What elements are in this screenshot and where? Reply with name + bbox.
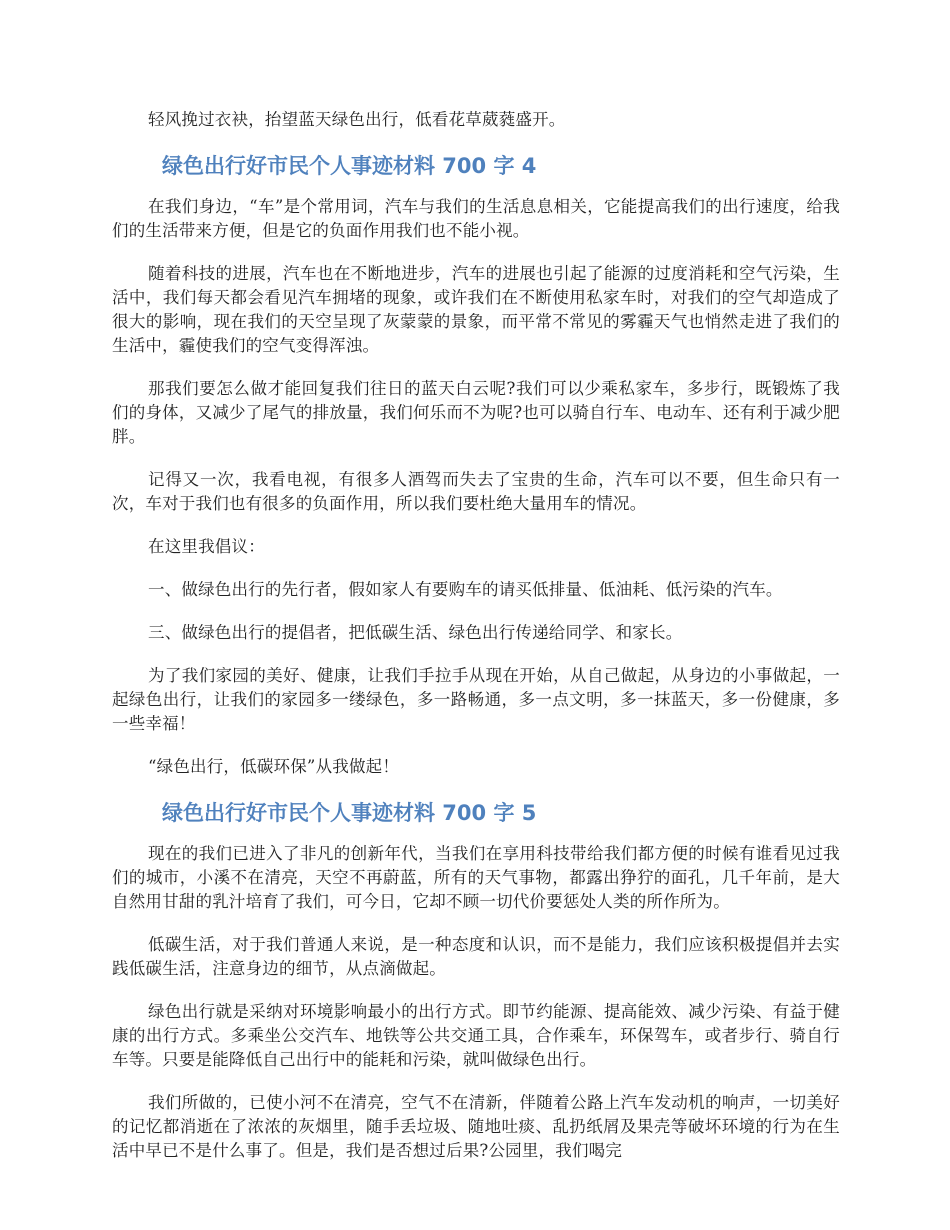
document-body <box>112 108 840 1182</box>
section-4-paragraph: 记得又一次，我看电视，有很多人酒驾而失去了宝贵的生命，汽车可以不要，但生命只有一次，车对于我们也有很多的负面作用，所以我们要杜绝大量用车的情况。 <box>112 470 840 513</box>
section-5-paragraph: 现在的我们已进入了非凡的创新年代，当我们在享用科技带给我们都方便的时候有谁看见过我们的城市，小溪不在清亮，天空不再蔚蓝，所有的天气事物，都露出狰狞的面孔，几千年前，是大自然用甘甜的乳汁培育了我们，可今日，它却不顾一切代价要惩处人类的所作所为。 <box>112 844 840 911</box>
section-4-paragraph: 三、做绿色出行的提倡者，把低碳生活、绿色出行传递给同学、和家长。 <box>148 623 683 642</box>
intro-paragraph: 轻风挽过衣袂，抬望蓝天绿色出行，低看花草葳蕤盛开。 <box>148 110 566 129</box>
section-4-paragraph: “绿色出行，低碳环保”从我做起！ <box>148 757 400 776</box>
section-4-paragraph: 那我们要怎么做才能回复我们往日的蓝天白云呢?我们可以少乘私家车，多步行，既锻炼了我们的身体，又减少了尾气的排放量，我们何乐而不为呢?也可以骑自行车、电动车、还有利于减少肥胖。 <box>112 379 840 446</box>
section-4-paragraph: 随着科技的进展，汽车也在不断地进步，汽车的进展也引起了能源的过度消耗和空气污染，生活中，我们每天都会看见汽车拥堵的现象，或许我们在不断使用私家车时，对我们的空气却造成了很大的影响，现在我们的天空呈现了灰蒙蒙的景象，而平常不常见的雾霾天气也悄然走进了我们的生活中，霾使我们的空气变得浑浊。 <box>112 264 840 355</box>
section-4-heading: 绿色出行好市民个人事迹材料 700 字 4 <box>162 154 537 178</box>
section-4-paragraph: 在我们身边，“车”是个常用词，汽车与我们的生活息息相关，它能提高我们的出行速度，给我们的生活带来方便，但是它的负面作用我们也不能小视。 <box>112 197 840 240</box>
section-5-heading: 绿色出行好市民个人事迹材料 700 字 5 <box>162 801 537 825</box>
section-4-paragraph: 在这里我倡议： <box>148 537 265 556</box>
section-5-paragraph: 绿色出行就是采纳对环境影响最小的出行方式。即节约能源、提高能效、减少污染、有益于健康的出行方式。多乘坐公交汽车、地铁等公共交通工具，合作乘车，环保驾车，或者步行、骑自行车等。只要是能降低自己出行中的能耗和污染，就叫做绿色出行。 <box>112 1002 840 1069</box>
section-5-paragraph: 低碳生活，对于我们普通人来说，是一种态度和认识，而不是能力，我们应该积极提倡并去实践低碳生活，注意身边的细节，从点滴做起。 <box>112 935 840 978</box>
section-4-paragraph: 为了我们家园的美好、健康，让我们手拉手从现在开始，从自己做起，从身边的小事做起，一起绿色出行，让我们的家园多一缕绿色，多一路畅通，多一点文明，多一抹蓝天，多一份健康，多一些幸福！ <box>112 666 840 733</box>
section-5-paragraph: 我们所做的，已使小河不在清亮，空气不在清新，伴随着公路上汽车发动机的响声，一切美好的记忆都消逝在了浓浓的灰烟里，随手丢垃圾、随地吐痰、乱扔纸屑及果壳等破坏环境的行为在生活中早已不是什么事了。但是，我们是否想过后果?公园里，我们喝完 <box>112 1093 840 1160</box>
section-4-paragraph: 一、做绿色出行的先行者，假如家人有要购车的请买低排量、低油耗、低污染的汽车。 <box>148 580 783 599</box>
